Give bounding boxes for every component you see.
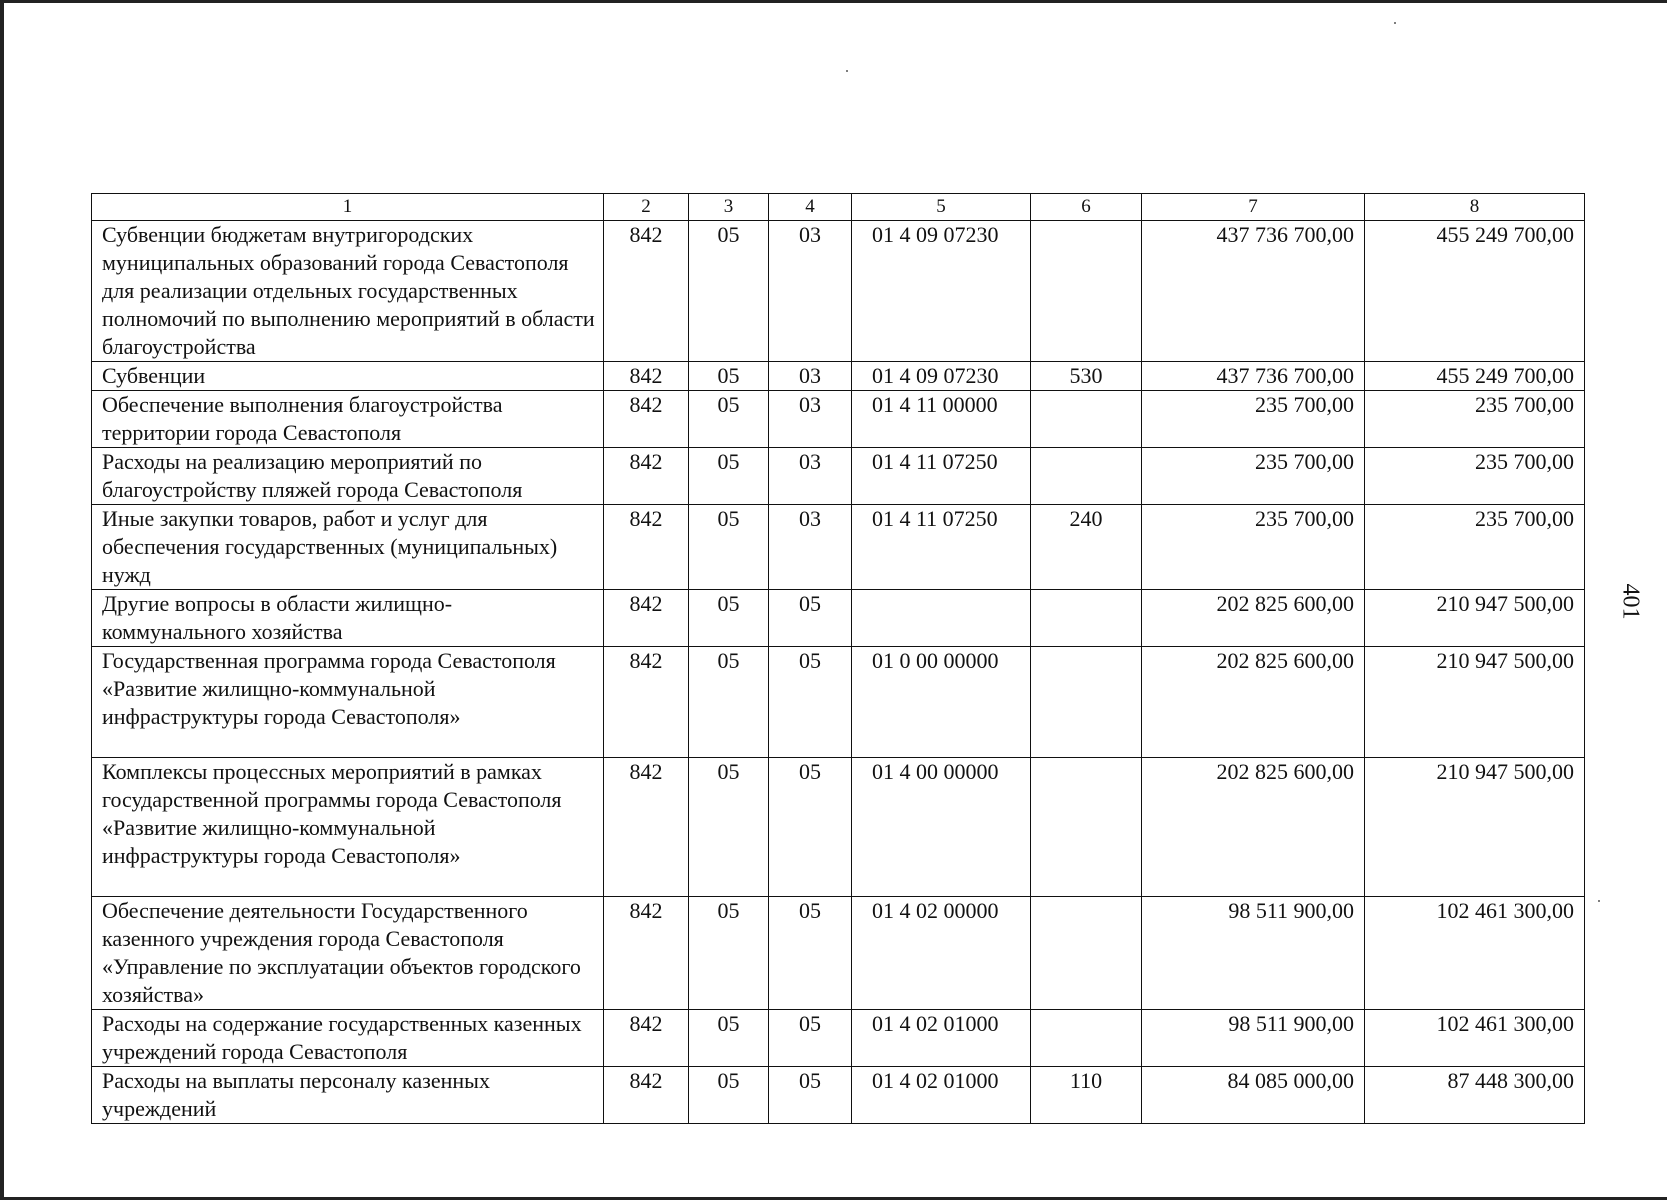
col8-cell: 235 700,00	[1365, 448, 1585, 505]
col2-cell: 842	[604, 505, 689, 590]
col5-cell: 01 4 09 07230	[852, 221, 1031, 362]
table-row	[92, 647, 1585, 758]
col5-cell: 01 4 02 01000	[852, 1067, 1031, 1124]
col6-cell: 240	[1031, 505, 1142, 590]
col5-cell: 01 4 00 00000	[852, 758, 1031, 897]
col6-cell	[1031, 758, 1142, 897]
col6-cell	[1031, 221, 1142, 362]
col5-cell: 01 4 11 00000	[852, 391, 1031, 448]
col5-cell: 01 0 00 00000	[852, 647, 1031, 758]
table-row	[92, 897, 1585, 1010]
table-row	[92, 505, 1585, 590]
col6-cell	[1031, 897, 1142, 1010]
col8-cell: 102 461 300,00	[1365, 1010, 1585, 1067]
table-row	[92, 590, 1585, 647]
col2-cell: 842	[604, 362, 689, 391]
col3-cell: 05	[689, 1067, 769, 1124]
row-name-cell: Субвенции бюджетам внутригородских муниципальных образований города Севастополя для реализации отдельных государственных полномочий по выполнению мероприятий в области благоустройства	[92, 221, 604, 362]
row-name-cell: Обеспечение деятельности Государственного казенного учреждения города Севастополя «Управление по эксплуатации объектов городского хозяйства»	[92, 897, 604, 1010]
col5-cell: 01 4 09 07230	[852, 362, 1031, 391]
row-name-cell: Государственная программа города Севастополя «Развитие жилищно-коммунальной инфраструктуры города Севастополя»	[92, 647, 604, 758]
row-name-cell: Расходы на выплаты персоналу казенных учреждений	[92, 1067, 604, 1124]
scan-edge-top	[0, 0, 1667, 3]
col3-cell: 05	[689, 221, 769, 362]
header-row	[92, 194, 1585, 221]
scan-speck	[846, 70, 848, 72]
table-row	[92, 448, 1585, 505]
col3-cell: 05	[689, 362, 769, 391]
col2-cell: 842	[604, 1067, 689, 1124]
table-row	[92, 1010, 1585, 1067]
col5-cell: 01 4 11 07250	[852, 505, 1031, 590]
col4-cell: 05	[769, 758, 852, 897]
table-row	[92, 758, 1585, 897]
col4-cell: 03	[769, 505, 852, 590]
scan-speck	[1598, 900, 1600, 902]
header-cell: 7	[1142, 194, 1365, 221]
col6-cell	[1031, 1010, 1142, 1067]
col7-cell: 235 700,00	[1142, 391, 1365, 448]
col7-cell: 437 736 700,00	[1142, 221, 1365, 362]
budget-table	[91, 193, 1585, 1124]
table-row	[92, 362, 1585, 391]
col3-cell: 05	[689, 448, 769, 505]
col4-cell: 03	[769, 221, 852, 362]
col2-cell: 842	[604, 221, 689, 362]
col4-cell: 05	[769, 1067, 852, 1124]
row-name-cell: Субвенции	[92, 362, 604, 391]
col5-cell: 01 4 11 07250	[852, 448, 1031, 505]
col8-cell: 210 947 500,00	[1365, 590, 1585, 647]
col8-cell: 235 700,00	[1365, 505, 1585, 590]
col3-cell: 05	[689, 1010, 769, 1067]
col3-cell: 05	[689, 505, 769, 590]
header-cell: 6	[1031, 194, 1142, 221]
col2-cell: 842	[604, 758, 689, 897]
col2-cell: 842	[604, 391, 689, 448]
col2-cell: 842	[604, 647, 689, 758]
col7-cell: 98 511 900,00	[1142, 1010, 1365, 1067]
col8-cell: 210 947 500,00	[1365, 647, 1585, 758]
col5-cell: 01 4 02 00000	[852, 897, 1031, 1010]
header-cell: 1	[92, 194, 604, 221]
col7-cell: 98 511 900,00	[1142, 897, 1365, 1010]
col3-cell: 05	[689, 391, 769, 448]
col7-cell: 437 736 700,00	[1142, 362, 1365, 391]
row-name-cell: Обеспечение выполнения благоустройства территории города Севастополя	[92, 391, 604, 448]
col4-cell: 03	[769, 448, 852, 505]
table-row	[92, 221, 1585, 362]
col5-cell: 01 4 02 01000	[852, 1010, 1031, 1067]
col2-cell: 842	[604, 897, 689, 1010]
col3-cell: 05	[689, 647, 769, 758]
header-cell: 3	[689, 194, 769, 221]
row-name-cell: Расходы на реализацию мероприятий по благоустройству пляжей города Севастополя	[92, 448, 604, 505]
col6-cell	[1031, 647, 1142, 758]
col2-cell: 842	[604, 1010, 689, 1067]
col6-cell	[1031, 448, 1142, 505]
col7-cell: 202 825 600,00	[1142, 647, 1365, 758]
col7-cell: 84 085 000,00	[1142, 1067, 1365, 1124]
col7-cell: 202 825 600,00	[1142, 590, 1365, 647]
col3-cell: 05	[689, 758, 769, 897]
row-name-cell: Расходы на содержание государственных казенных учреждений города Севастополя	[92, 1010, 604, 1067]
col6-cell: 110	[1031, 1067, 1142, 1124]
col3-cell: 05	[689, 590, 769, 647]
col8-cell: 455 249 700,00	[1365, 221, 1585, 362]
scan-edge-left	[0, 0, 4, 1200]
col2-cell: 842	[604, 448, 689, 505]
col7-cell: 235 700,00	[1142, 448, 1365, 505]
col8-cell: 210 947 500,00	[1365, 758, 1585, 897]
col6-cell	[1031, 590, 1142, 647]
col4-cell: 05	[769, 897, 852, 1010]
col7-cell: 202 825 600,00	[1142, 758, 1365, 897]
col4-cell: 05	[769, 1010, 852, 1067]
header-cell: 2	[604, 194, 689, 221]
table-row	[92, 391, 1585, 448]
scan-speck	[1394, 22, 1396, 24]
col4-cell: 05	[769, 647, 852, 758]
row-name-cell: Иные закупки товаров, работ и услуг для обеспечения государственных (муниципальных) нужд	[92, 505, 604, 590]
col3-cell: 05	[689, 897, 769, 1010]
row-name-cell: Комплексы процессных мероприятий в рамках государственной программы города Севастополя «Развитие жилищно-коммунальной инфраструктуры города Севастополя»	[92, 758, 604, 897]
header-cell: 5	[852, 194, 1031, 221]
col8-cell: 87 448 300,00	[1365, 1067, 1585, 1124]
col6-cell	[1031, 391, 1142, 448]
col8-cell: 235 700,00	[1365, 391, 1585, 448]
page-number: 401	[1617, 583, 1644, 620]
col4-cell: 03	[769, 391, 852, 448]
col4-cell: 03	[769, 362, 852, 391]
header-cell: 4	[769, 194, 852, 221]
header-cell: 8	[1365, 194, 1585, 221]
row-name-cell: Другие вопросы в области жилищно-коммунального хозяйства	[92, 590, 604, 647]
col5-cell	[852, 590, 1031, 647]
col8-cell: 455 249 700,00	[1365, 362, 1585, 391]
col2-cell: 842	[604, 590, 689, 647]
col7-cell: 235 700,00	[1142, 505, 1365, 590]
col8-cell: 102 461 300,00	[1365, 897, 1585, 1010]
col6-cell: 530	[1031, 362, 1142, 391]
col4-cell: 05	[769, 590, 852, 647]
table-row	[92, 1067, 1585, 1124]
